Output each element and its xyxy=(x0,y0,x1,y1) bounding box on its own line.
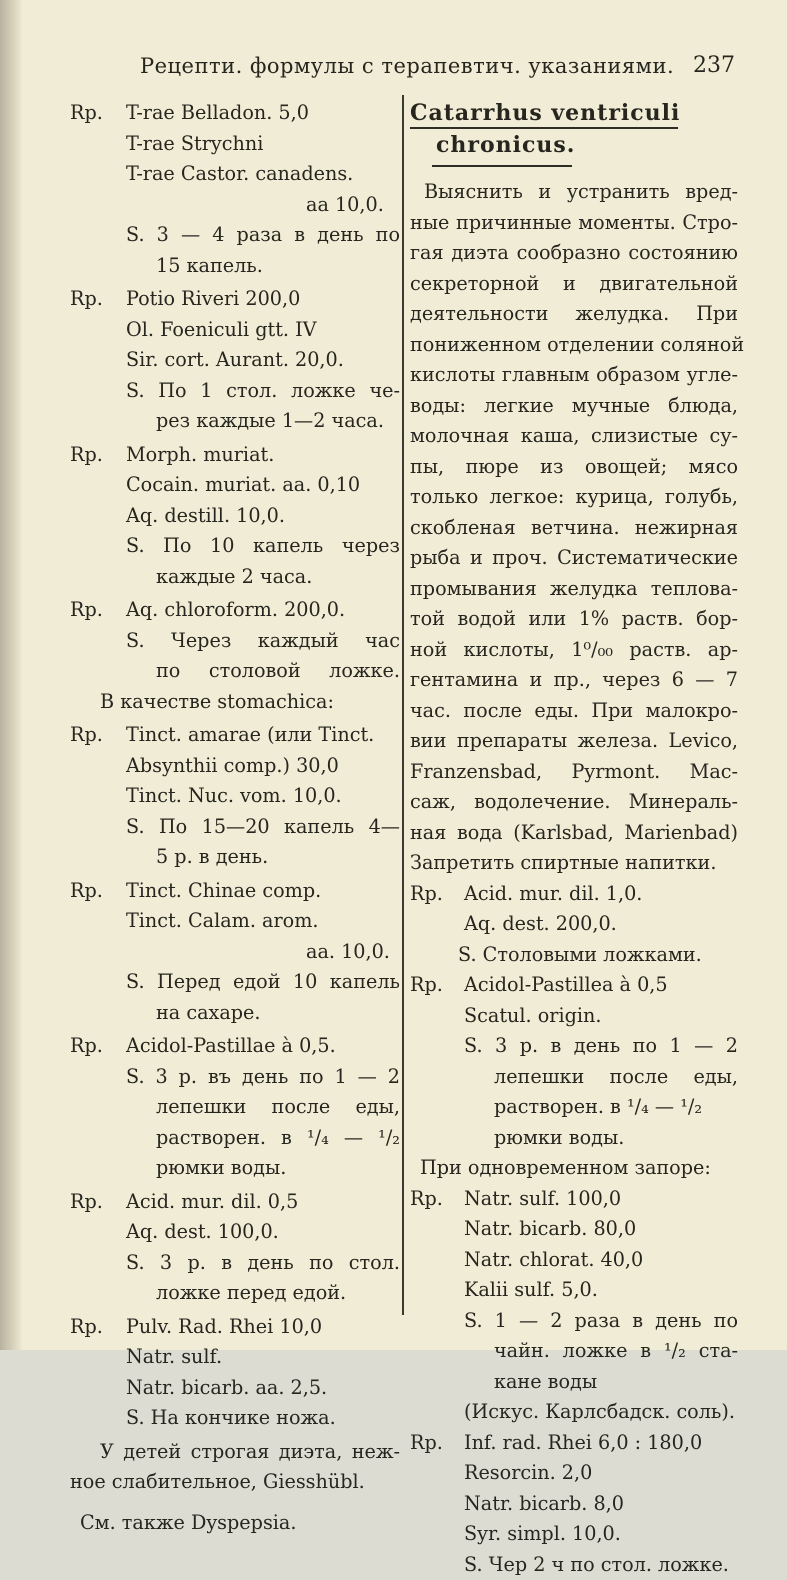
para-line: пы, пюре из овощей; мясо xyxy=(410,452,738,483)
rx-line: Aq. dest. 200,0. xyxy=(464,909,738,940)
prescription xyxy=(70,1031,400,1184)
prescription xyxy=(410,970,738,1153)
constipation-heading: При одновременном запоре: xyxy=(410,1153,738,1184)
para-line: деятельности желудка. При xyxy=(410,299,738,330)
para-line: той водой или 1% раств. бор- xyxy=(410,604,738,635)
para-line: Запретить спиртные напитки. xyxy=(410,848,738,879)
para-line: пониженном отделении соляной xyxy=(410,330,738,361)
rx-line: S. 3 р. в день по 1 — 2 xyxy=(464,1031,738,1062)
rx-line: на сахаре. xyxy=(126,998,400,1029)
rx-line: чайн. ложке в ¹/₂ ста- xyxy=(464,1336,738,1367)
rx-line: Tinct. amarae (или Tinct. xyxy=(126,720,400,751)
rp-label: Rp. xyxy=(70,595,126,687)
prescription xyxy=(410,879,738,971)
rx-line: Natr. bicarb. 80,0 xyxy=(464,1214,738,1245)
rx-line: Natr. bicarb. aa. 2,5. xyxy=(126,1373,400,1404)
rx-line: S. Чер 2 ч по стол. ложке. xyxy=(464,1550,738,1580)
rx-line: растворен. в ¹/₄ — ¹/₂ xyxy=(126,1123,400,1154)
running-header xyxy=(130,48,735,84)
see-also: См. также Dyspepsia. xyxy=(70,1508,400,1539)
rx-line: Acid. mur. dil. 0,5 xyxy=(126,1187,400,1218)
rx-line: T-rae Strychni xyxy=(126,129,400,160)
rx-line: S. Столовыми ложками. xyxy=(458,940,738,971)
prescription xyxy=(70,284,400,437)
section-heading-cont: chronicus. xyxy=(410,129,738,161)
prescription xyxy=(70,876,400,1029)
heading-underline xyxy=(432,165,572,167)
rx-line: aa. 10,0. xyxy=(126,937,400,968)
rx-line: S. По 10 капель через xyxy=(126,531,400,562)
prescription xyxy=(70,1312,400,1434)
para-line: промывания желудка теплова- xyxy=(410,574,738,605)
rx-line: S. По 15—20 капель 4— xyxy=(126,812,400,843)
rx-line: кане воды xyxy=(464,1367,738,1398)
rp-label: Rp. xyxy=(70,1031,126,1184)
para-line: ные причинные моменты. Стро- xyxy=(410,208,738,239)
rx-line: Acidol-Pastillea à 0,5 xyxy=(464,970,738,1001)
rx-line: Aq. destill. 10,0. xyxy=(126,501,400,532)
para-line: только легкое: курица, голубь, xyxy=(410,482,738,513)
rx-line: Tinct. Calam. arom. xyxy=(126,906,400,937)
rx-line: каждые 2 часа. xyxy=(126,562,400,593)
section-heading: Catarrhus ventriculi xyxy=(410,95,738,129)
right-column xyxy=(410,95,738,1580)
rx-line: Kalii sulf. 5,0. xyxy=(464,1275,738,1306)
rp-label: Rp. xyxy=(70,98,126,281)
rx-line: 5 р. в день. xyxy=(126,842,400,873)
rp-label: Rp. xyxy=(70,1312,126,1434)
rx-line: по столовой ложке. xyxy=(126,656,400,687)
rx-line: Syr. simpl. 10,0. xyxy=(464,1519,738,1550)
rx-line: лепешки после еды, xyxy=(126,1092,400,1123)
rx-line: T-rae Castor. canadens. xyxy=(126,159,400,190)
para-line: Выяснить и устранить вред- xyxy=(410,177,738,208)
rp-label: Rp. xyxy=(70,876,126,1029)
rp-label: Rp. xyxy=(410,970,464,1153)
rx-line: растворен. в ¹/₄ — ¹/₂ xyxy=(464,1092,738,1123)
left-column xyxy=(70,95,400,1538)
rx-line: ложке перед едой. xyxy=(126,1278,400,1309)
prescription xyxy=(70,595,400,687)
rp-label: Rp. xyxy=(70,720,126,873)
para-line: Franzensbad, Pyrmont. Мас- xyxy=(410,757,738,788)
prescription xyxy=(70,98,400,281)
rx-line: S. 3 р. в день по стол. xyxy=(126,1248,400,1279)
rx-line: Natr. bicarb. 8,0 xyxy=(464,1489,738,1520)
para-line: гентамина и пр., через 6 — 7 xyxy=(410,665,738,696)
rx-line: (Искус. Карлсбадск. соль). xyxy=(464,1397,738,1428)
rx-line: Natr. sulf. xyxy=(126,1342,400,1373)
rx-line: Acidol-Pastillae à 0,5. xyxy=(126,1031,400,1062)
prescription xyxy=(70,440,400,593)
para-line: вии препараты железа. Levico, xyxy=(410,726,738,757)
para-line: секреторной и двигательной xyxy=(410,269,738,300)
para-line: гая диэта сообразно состоянию xyxy=(410,238,738,269)
rx-line: рюмки воды. xyxy=(464,1123,738,1154)
rx-line: Pulv. Rad. Rhei 10,0 xyxy=(126,1312,400,1343)
rx-line: рез каждые 1—2 часа. xyxy=(126,406,400,437)
rx-line: Resorcin. 2,0 xyxy=(464,1458,738,1489)
note-line: ное слабительное, Giesshübl. xyxy=(70,1467,400,1498)
rx-line: лепешки после еды, xyxy=(464,1062,738,1093)
rx-line: Ol. Foeniculi gtt. IV xyxy=(126,315,400,346)
rx-line: Aq. chloroform. 200,0. xyxy=(126,595,400,626)
rx-line: S. По 1 стол. ложке че- xyxy=(126,376,400,407)
rx-line: Inf. rad. Rhei 6,0 : 180,0 xyxy=(464,1428,738,1459)
rx-line: S. На кончике ножа. xyxy=(126,1403,400,1434)
para-line: воды: легкие мучные блюда, xyxy=(410,391,738,422)
stomachica-heading: В качестве stomachica: xyxy=(70,687,400,718)
rx-line: Absynthii comp.) 30,0 xyxy=(126,751,400,782)
para-line: ной кислоты, 1⁰/₀₀ раств. ар- xyxy=(410,635,738,666)
rp-label: Rp. xyxy=(70,284,126,437)
rx-line: рюмки воды. xyxy=(126,1153,400,1184)
rx-line: Tinct. Chinae comp. xyxy=(126,876,400,907)
prescription xyxy=(410,1184,738,1428)
rp-label: Rp. xyxy=(410,1428,464,1580)
header-title: Рецепти. формулы с терапевтич. указаниями. xyxy=(140,48,674,84)
para-line: саж, водолечение. Минераль- xyxy=(410,787,738,818)
para-line: кислоты главным образом угле- xyxy=(410,360,738,391)
rx-line: Cocain. muriat. aa. 0,10 xyxy=(126,470,400,501)
prescription xyxy=(410,1428,738,1580)
rx-line: S. 3 р. въ день по 1 — 2 xyxy=(126,1062,400,1093)
rx-line: Aq. dest. 100,0. xyxy=(126,1217,400,1248)
rp-label: Rp. xyxy=(70,440,126,593)
page-number: 237 xyxy=(693,48,735,84)
children-note xyxy=(70,1437,400,1498)
rx-line: Tinct. Nuc. vom. 10,0. xyxy=(126,781,400,812)
rx-line: S. Через каждый час xyxy=(126,626,400,657)
book-spine-shadow xyxy=(0,0,22,1350)
rp-label: Rp. xyxy=(70,1187,126,1309)
para-line: скобленая ветчина. нежирная xyxy=(410,513,738,544)
prescription xyxy=(70,1187,400,1309)
rx-line: S. 3 — 4 раза в день по xyxy=(126,220,400,251)
prescription xyxy=(70,720,400,873)
rx-line: Natr. sulf. 100,0 xyxy=(464,1184,738,1215)
rp-label: Rp. xyxy=(410,1184,464,1428)
rx-line: Sir. cort. Aurant. 20,0. xyxy=(126,345,400,376)
rx-line: Natr. chlorat. 40,0 xyxy=(464,1245,738,1276)
para-line: рыба и проч. Систематические xyxy=(410,543,738,574)
para-line: ная вода (Karlsbad, Marienbad) xyxy=(410,818,738,849)
rx-line: S. 1 — 2 раза в день по xyxy=(464,1306,738,1337)
rx-line: T-rae Belladon. 5,0 xyxy=(126,98,400,129)
para-line: час. после еды. При малокро- xyxy=(410,696,738,727)
para-line: молочная каша, слизистые су- xyxy=(410,421,738,452)
rx-line: S. Перед едой 10 капель xyxy=(126,967,400,998)
rx-line: Acid. mur. dil. 1,0. xyxy=(464,879,738,910)
rx-line: Potio Riveri 200,0 xyxy=(126,284,400,315)
column-divider xyxy=(402,95,404,1315)
therapy-paragraph xyxy=(410,177,738,879)
rx-line: aa 10,0. xyxy=(126,190,400,221)
rx-line: 15 капель. xyxy=(126,251,400,282)
rx-line: Morph. muriat. xyxy=(126,440,400,471)
note-line: У детей строгая диэта, неж- xyxy=(100,1437,400,1468)
rx-line: Scatul. origin. xyxy=(464,1001,738,1032)
rp-label: Rp. xyxy=(410,879,464,971)
